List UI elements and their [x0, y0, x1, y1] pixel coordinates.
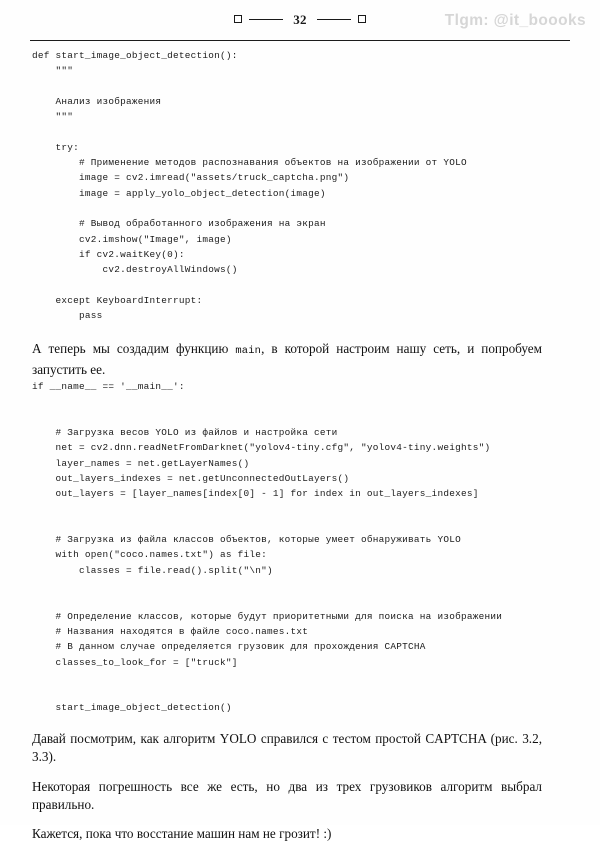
code-line: # Загрузка из файла классов объектов, которые умеет обнаруживать YOLO	[32, 534, 461, 546]
code-line: Анализ изображения	[32, 95, 162, 107]
folio-rule-right	[317, 19, 351, 20]
code-line: def start_image_object_detection():	[32, 50, 238, 61]
code-line	[32, 410, 542, 425]
watermark: Tlgm: @it_boooks	[444, 12, 586, 29]
inline-code-main: main	[235, 345, 262, 358]
folio-rule-left	[249, 19, 283, 20]
code-line: classes = file.read().split("\n")	[32, 564, 273, 576]
code-line: out_layers = [layer_names[index[0] - 1] for index in out_layers_indexes]	[32, 488, 479, 500]
code-line: pass	[32, 310, 103, 322]
paragraph-closing-joke: Кажется, пока что восстание машин нам не грозит! :)	[32, 826, 332, 842]
code-line	[32, 201, 542, 216]
code-line: """	[32, 111, 74, 123]
code-line: # Определение классов, которые будут приоритетными для поиска на изображении	[32, 610, 503, 622]
header-divider	[30, 40, 570, 41]
code-line	[32, 670, 542, 685]
code-line	[32, 578, 542, 593]
code-line: net = cv2.dnn.readNetFromDarknet("yolov4-tiny.cfg", "yolov4-tiny.weights")	[32, 442, 491, 454]
code-line: if __name__ == '__main__':	[32, 381, 185, 393]
code-line: start_image_object_detection()	[32, 702, 232, 714]
code-line	[32, 685, 542, 700]
code-line: layer_names = net.getLayerNames()	[32, 457, 250, 469]
code-line: if cv2.waitKey(0):	[32, 248, 185, 260]
paragraph-create-main-function	[32, 340, 542, 379]
code-line: except KeyboardInterrupt:	[32, 294, 203, 306]
code-line: # Вывод обработанного изображения на экран	[32, 218, 326, 230]
code-listing-start-image-object-detection	[32, 48, 542, 323]
code-line	[32, 394, 542, 409]
code-line: """	[32, 65, 74, 77]
page-number: 32	[293, 11, 307, 27]
code-line: # Загрузка весов YOLO из файлов и настройка сети	[32, 427, 338, 439]
paragraph-text-part-1: А теперь мы создадим функцию	[32, 341, 236, 357]
code-line	[32, 79, 542, 94]
code-line	[32, 124, 542, 139]
code-line: cv2.imshow("Image", image)	[32, 233, 232, 245]
code-line: classes_to_look_for = ["truck"]	[32, 656, 238, 668]
paragraph-yolo-result: Давай посмотрим, как алгоритм YOLO справился с тестом простой CAPTCHA (рис. 3.2, 3.3).	[32, 730, 542, 765]
paragraph-accuracy-note: Некоторая погрешность все же есть, но два из трех грузовиков алгоритм выбрал правильно.	[32, 778, 542, 812]
folio-square-left-icon	[234, 15, 242, 23]
code-line: with open("coco.names.txt") as file:	[32, 549, 268, 561]
folio-square-right-icon	[358, 15, 366, 23]
code-line: # В данном случае определяется грузовик для прохождения CAPTCHA	[32, 641, 426, 653]
code-line: # Названия находятся в файле coco.names.txt	[32, 625, 309, 637]
code-line	[32, 502, 542, 517]
code-listing-main-entrypoint	[32, 379, 542, 716]
paragraph-text-part-2: , в которой настроим нашу сеть, и попробуем запустить ее.	[32, 341, 543, 377]
code-line: image = cv2.imread("assets/truck_captcha.png")	[32, 172, 350, 184]
code-line: # Применение методов распознавания объектов на изображении от YOLO	[32, 157, 467, 169]
code-line: image = apply_yolo_object_detection(image)	[32, 187, 326, 199]
page-content	[32, 48, 542, 844]
code-line: cv2.destroyAllWindows()	[32, 264, 238, 276]
code-line	[32, 593, 542, 608]
code-line	[32, 277, 542, 292]
code-line	[32, 517, 542, 532]
code-line: try:	[32, 141, 80, 153]
code-line: out_layers_indexes = net.getUnconnectedOutLayers()	[32, 472, 350, 484]
